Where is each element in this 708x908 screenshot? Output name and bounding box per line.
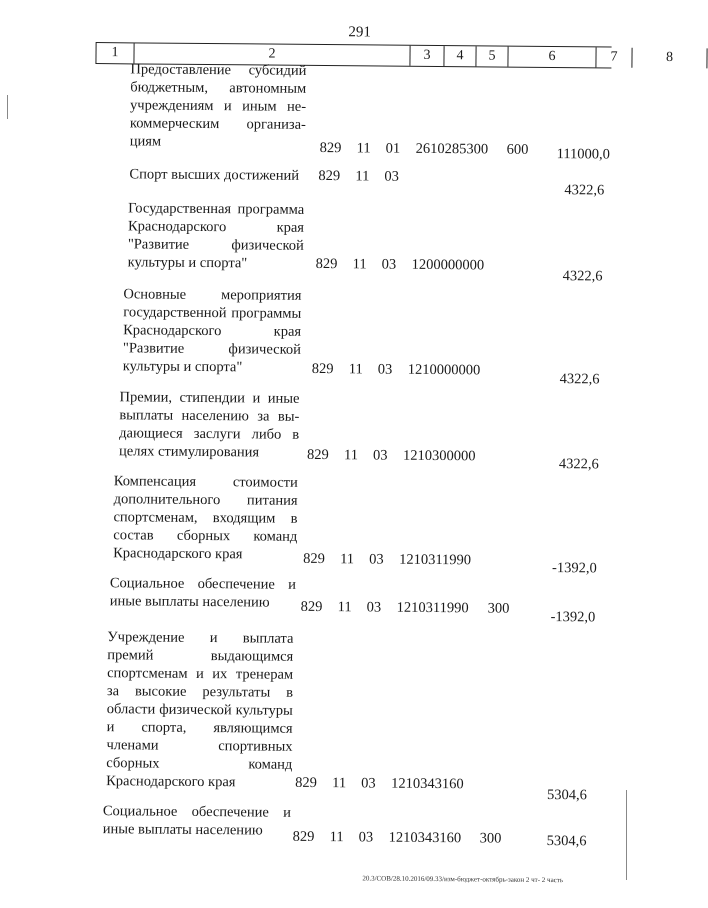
row-name: Компенсация стоимости дополнительного питания спортсменам, входящим в состав сборных команд Краснодарского края <box>113 473 298 563</box>
table-row <box>0 164 639 199</box>
row-name: Социальное обеспечение и иные выплаты населению <box>102 803 291 839</box>
row-name: Государственная программа Краснодарского края "Развитие физической культуры и спорта" <box>127 200 305 272</box>
row-code-3: 829 <box>311 360 334 378</box>
row-amount: 111000,0 <box>556 146 611 163</box>
table-row <box>0 471 636 577</box>
row-amount: -1392,0 <box>550 609 596 626</box>
table-row <box>0 573 635 626</box>
row-code-4: 11 <box>356 140 371 157</box>
row-code-4: 11 <box>343 447 359 464</box>
table-row <box>0 198 638 285</box>
row-code-7: 600 <box>506 141 529 158</box>
column-header-4: 4 <box>443 46 475 66</box>
row-code-6: 1210343160 <box>388 829 462 847</box>
row-code-5: 03 <box>358 829 374 846</box>
row-code-3: 829 <box>319 140 342 157</box>
row-code-6: 1200000000 <box>411 256 485 274</box>
row-code-5: 03 <box>372 447 388 464</box>
row-code-3: 829 <box>295 774 317 792</box>
row-code-5: 03 <box>377 361 393 378</box>
row-code-4: 11 <box>329 829 344 846</box>
row-amount: -1392,0 <box>551 560 597 577</box>
row-code-5: 03 <box>369 551 384 568</box>
row-amount: 4322,6 <box>564 182 605 199</box>
row-name: Социальное обеспечение и иные выплаты населению <box>109 575 296 611</box>
document-footer: 20.3/СОВ/28.10.2016/09.33/изм-бюджет-октябрь-закон 2 чт- 2 часть <box>362 874 564 885</box>
column-header-7: 7 <box>595 47 631 67</box>
row-code-5: 03 <box>366 599 382 616</box>
row-amount: 4322,6 <box>559 371 600 388</box>
row-code-4: 11 <box>355 168 370 185</box>
row-code-4: 11 <box>337 599 352 616</box>
row-name: Основные мероприятия государственной программы Краснодарского края "Развитие физической культуры и спорта" <box>122 286 302 376</box>
row-code-6: 1210311990 <box>396 599 469 617</box>
column-header-6: 6 <box>507 47 595 68</box>
table-row <box>0 387 637 473</box>
column-header-1: 1 <box>95 43 133 63</box>
scan-edge-mark <box>626 790 627 880</box>
row-code-6: 1210343160 <box>391 775 464 793</box>
row-code-5: 03 <box>361 775 376 792</box>
row-amount: 4322,6 <box>562 268 603 285</box>
table-row <box>0 627 634 804</box>
row-code-5: 03 <box>384 168 400 185</box>
row-name: Предоставление субсидий бюджетным, автономным учреждениям и иным некоммерческим организациям <box>129 61 307 150</box>
scan-margin-mark <box>7 95 8 119</box>
table-row <box>0 284 637 388</box>
row-name: Премии, стипендии и иные выплаты населению за выдающиеся заслуги либо в целях стимулирования <box>118 389 300 461</box>
row-code-5: 01 <box>385 140 401 157</box>
row-code-4: 11 <box>348 361 363 378</box>
row-code-6: 1210300000 <box>402 447 476 465</box>
row-code-3: 829 <box>303 550 325 568</box>
row-code-3: 829 <box>318 167 341 185</box>
row-code-4: 11 <box>352 256 367 273</box>
row-code-3: 829 <box>315 255 338 273</box>
row-amount: 5304,6 <box>546 833 587 850</box>
column-header-5: 5 <box>475 46 507 66</box>
row-code-5: 03 <box>381 256 397 273</box>
row-name: Учреждение и выплата премий выдающимся спортсменам и их тренерам за высокие результаты в области физической культуры и спорта, являющимся членами спортивных сборных команд Краснодарского края <box>106 629 294 791</box>
row-amount: 5304,6 <box>547 787 588 804</box>
row-code-3: 829 <box>306 446 329 464</box>
row-code-6: 2610285300 <box>415 140 489 158</box>
column-header-3: 3 <box>409 46 443 66</box>
row-code-7: 300 <box>487 600 510 617</box>
page-number: 291 <box>348 24 372 41</box>
row-code-6: 1210311990 <box>399 551 472 569</box>
row-amount: 4322,6 <box>558 456 599 473</box>
row-code-3: 829 <box>300 598 323 616</box>
row-code-7: 300 <box>479 830 502 847</box>
table-row <box>0 801 633 850</box>
column-header-2: 2 <box>133 43 409 65</box>
row-code-4: 11 <box>332 775 347 792</box>
row-code-4: 11 <box>340 551 355 568</box>
row-code-6: 1210000000 <box>407 361 481 379</box>
column-header-8: 8 <box>631 48 707 69</box>
row-code-3: 829 <box>292 828 315 845</box>
row-name: Спорт высших достижений <box>129 166 300 184</box>
